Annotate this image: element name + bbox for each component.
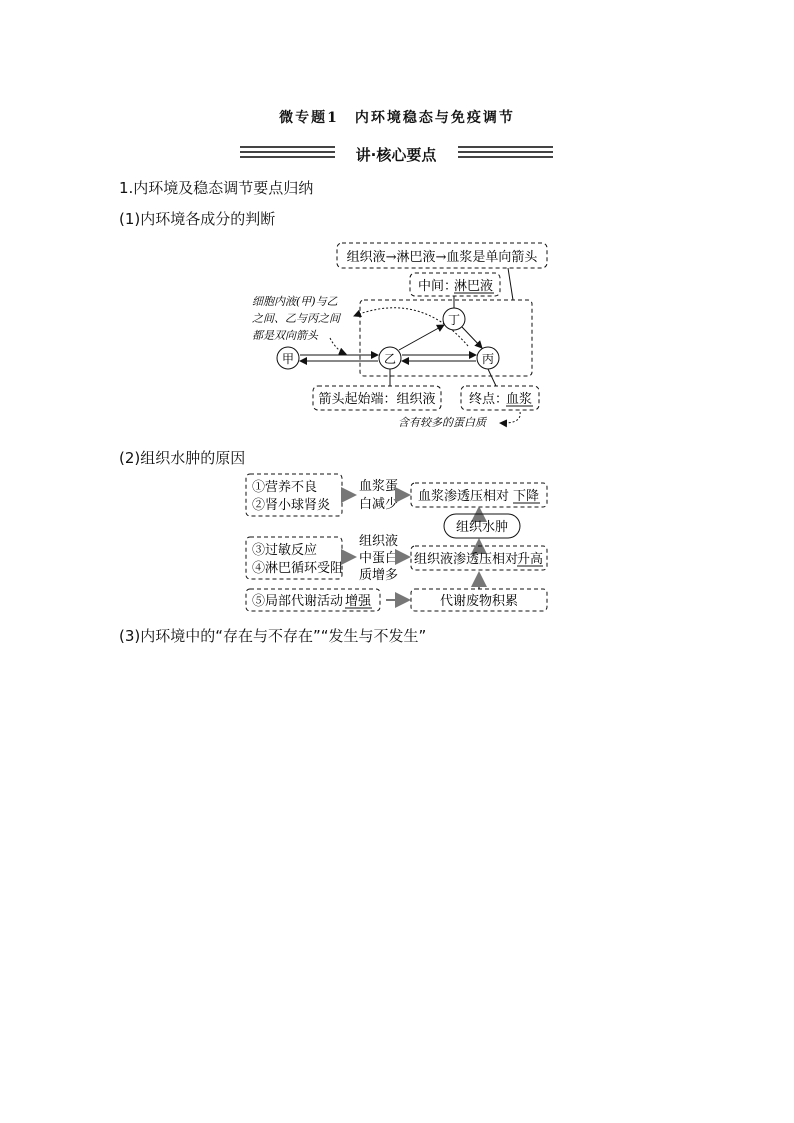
node-jia-label: 甲	[281, 352, 295, 366]
top-note-text: 组织液→淋巴液→血浆是单向箭头	[346, 250, 538, 265]
subheading-1: (1)内环境各成分的判断	[119, 210, 276, 228]
top-note-pointer	[508, 268, 513, 300]
cause-3-answer: 增强	[345, 594, 372, 609]
arrow-ding-bing	[462, 327, 482, 348]
node-ding-label: 丁	[447, 313, 461, 327]
banner-label: 讲·核心要点	[340, 144, 452, 165]
result-2-prefix: 组织液渗透压相对	[414, 552, 519, 567]
subheading-2: (2)组织水肿的原因	[119, 449, 246, 467]
end-prefix: 终点：	[469, 392, 509, 407]
cause-1b: ②肾小球肾炎	[252, 498, 331, 513]
start-note-text: 箭头起始端：组织液	[318, 392, 436, 407]
handnote-bottom: 含有较多的蛋白质	[398, 416, 486, 429]
section-heading-1: 1.内环境及稳态调节要点归纳	[119, 179, 314, 197]
cause-3-prefix: ⑤局部代谢活动	[252, 594, 344, 609]
handnote-left-1: 细胞内液(甲)与乙	[252, 295, 338, 308]
end-answer: 血浆	[506, 392, 533, 407]
mid-2a: 组织液	[359, 534, 399, 549]
result-1-prefix: 血浆渗透压相对	[418, 489, 510, 504]
mid-1a: 血浆蛋	[359, 479, 399, 494]
handnote-left-3: 都是双向箭头	[252, 329, 318, 342]
middle-prefix: 中间：	[418, 279, 458, 294]
subheading-3: (3)内环境中的“存在与不存在”“发生与不发生”	[119, 627, 427, 645]
mid-2c: 质增多	[359, 568, 399, 583]
cause-1a: ①营养不良	[252, 480, 318, 495]
node-yi-label: 乙	[383, 352, 397, 366]
result-2-answer: 升高	[517, 552, 544, 567]
middle-answer: 淋巴液	[454, 279, 494, 294]
page-title: 微专题1 内环境稳态与免疫调节	[279, 110, 515, 126]
node-bing-label: 丙	[481, 352, 495, 366]
mid-2b: 中蛋白	[359, 551, 399, 566]
cause-2b: ④淋巴循环受阻	[252, 561, 344, 576]
result-3-text: 代谢废物积累	[439, 594, 519, 609]
handnote-left-2: 之间、乙与丙之间	[252, 312, 340, 325]
arrow-yi-ding	[399, 325, 444, 350]
mid-1b: 白减少	[359, 497, 399, 512]
cause-2a: ③过敏反应	[252, 543, 318, 558]
result-1-answer: 下降	[513, 489, 540, 504]
end-pointer	[488, 369, 496, 386]
handnote-left-arrow	[330, 338, 346, 354]
handnote-bottom-arrow	[500, 412, 520, 423]
center-text: 组织水肿	[455, 520, 509, 535]
